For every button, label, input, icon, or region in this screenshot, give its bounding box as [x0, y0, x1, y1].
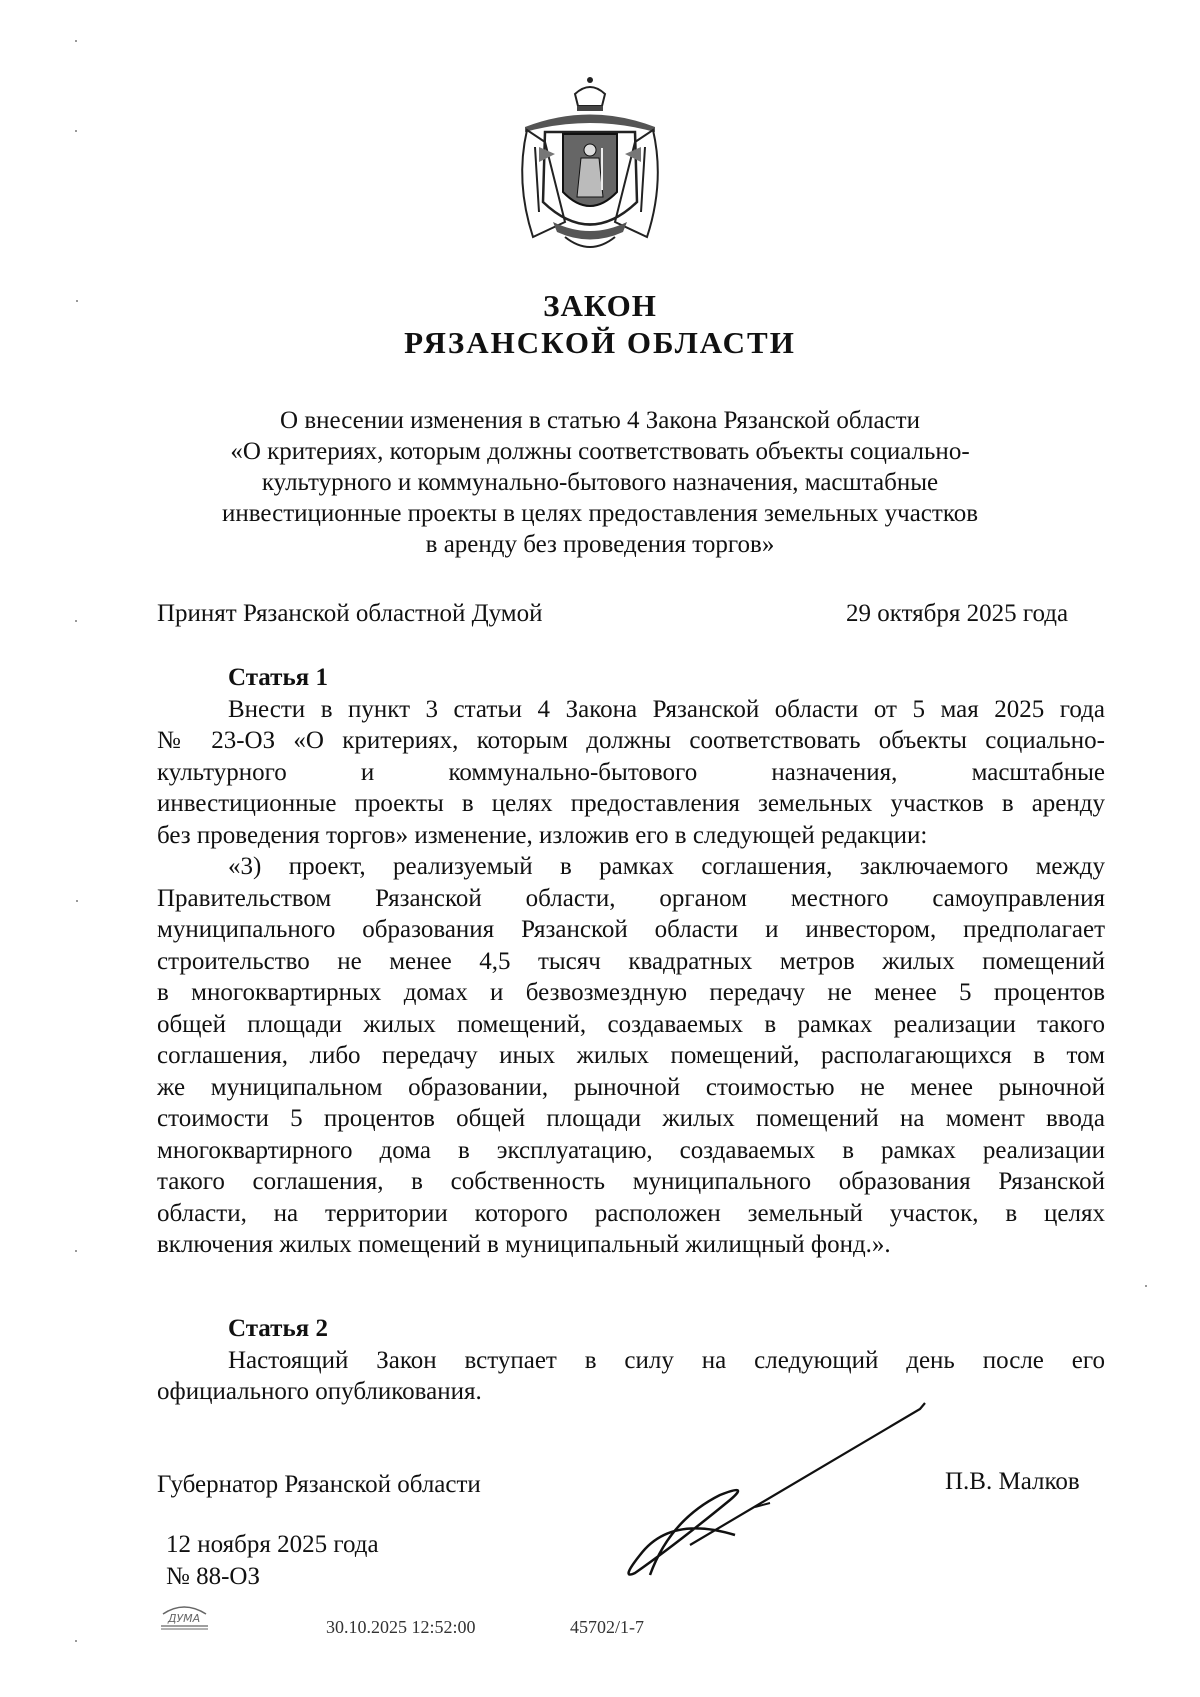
article-1-line: многоквартирного дома в эксплуатацию, создаваемых в рамках реализации — [157, 1136, 1105, 1164]
article-1-line: инвестиционные проекты в целях предоставления земельных участков в аренду — [157, 790, 1105, 817]
article-1-line: муниципального образования Рязанской области и инвестором, предполагает — [157, 916, 1105, 943]
law-number: № 88-ОЗ — [166, 1563, 261, 1590]
scan-speck — [75, 1640, 77, 1642]
article-1-line: без проведения торгов» изменение, изложив его в следующей редакции: — [157, 821, 928, 849]
adopted-date: 29 октября 2025 года — [846, 600, 1069, 627]
article-1-line: общей площади жилых помещений, создаваемых в рамках реализации такого — [157, 1010, 1105, 1038]
article-1-line: в многоквартирных домах и безвозмездную передачу не менее 5 процентов — [157, 979, 1105, 1006]
article-2-line: официального опубликования. — [157, 1378, 482, 1405]
article-1-line: Внести в пункт 3 статьи 4 Закона Рязанской области от 5 мая 2025 года — [228, 695, 1105, 723]
article-1-line: такого соглашения, в собственность муниципального образования Рязанской — [157, 1168, 1105, 1195]
article-1-heading: Статья 1 — [228, 664, 328, 691]
law-subtitle — [160, 405, 1040, 560]
subtitle-line: О внесении изменения в статью 4 Закона Рязанской области — [280, 407, 920, 434]
article-1-line: «3) проект, реализуемый в рамках соглашения, заключаемого между — [228, 853, 1105, 880]
article-1-line: Правительством Рязанской области, органом местного самоуправления — [157, 884, 1105, 912]
article-1 — [157, 662, 1105, 1261]
article-1-line: строительство не менее 4,5 тысяч квадратных метров жилых помещений — [157, 947, 1105, 975]
registration-number: 45702/1-7 — [570, 1617, 644, 1637]
scan-speck — [75, 620, 77, 622]
adopted-by: Принят Рязанской областной Думой — [157, 600, 543, 627]
article-1-line: соглашения, либо передачу иных жилых помещений, располагающихся в том — [157, 1042, 1105, 1069]
sign-date: 12 ноября 2025 года — [166, 1531, 379, 1558]
governor-name: П.В. Малков — [945, 1468, 1080, 1495]
scan-speck — [75, 130, 77, 132]
subtitle-line: «О критериях, которым должны соответствовать объекты социально- — [230, 438, 970, 465]
article-2 — [157, 1313, 1105, 1408]
duma-stamp-text: ДУМА — [167, 1612, 201, 1625]
scan-speck — [1145, 1285, 1147, 1287]
document-title-line-2: РЯЗАНСКОЙ ОБЛАСТИ — [404, 325, 796, 360]
article-1-line: стоимости 5 процентов общей площади жилых помещений на момент ввода — [157, 1105, 1105, 1132]
document-title-line-1: ЗАКОН — [543, 288, 657, 323]
scan-speck — [76, 900, 78, 902]
article-1-line: № 23-ОЗ «О критериях, которым должны соответствовать объекты социально- — [157, 727, 1105, 754]
subtitle-line: культурного и коммунально-бытового назначения, масштабные — [261, 469, 939, 496]
governor-signature — [600, 1395, 930, 1585]
article-2-heading: Статья 2 — [228, 1315, 328, 1342]
governor-title: Губернатор Рязанской области — [157, 1471, 481, 1498]
article-2-line: Настоящий Закон вступает в силу на следующий день после его — [228, 1346, 1105, 1374]
article-1-line: культурного и коммунально-бытового назначения, масштабные — [157, 758, 1105, 786]
article-1-line: включения жилых помещений в муниципальный жилищный фонд.». — [157, 1231, 891, 1258]
scan-speck — [76, 300, 78, 302]
article-1-line: области, на территории которого расположен земельный участок, в целях — [157, 1199, 1105, 1227]
coat-of-arms-emblem — [505, 72, 675, 257]
scan-speck — [75, 40, 77, 42]
article-1-line: же муниципальном образовании, рыночной стоимостью не менее рыночной — [157, 1073, 1105, 1101]
scan-speck — [75, 1250, 77, 1252]
subtitle-line: в аренду без проведения торгов» — [425, 531, 775, 558]
subtitle-line: инвестиционные проекты в целях предоставления земельных участков — [221, 500, 979, 527]
registration-timestamp: 30.10.2025 12:52:00 — [326, 1617, 476, 1637]
duma-stamp-logo — [157, 1600, 212, 1632]
